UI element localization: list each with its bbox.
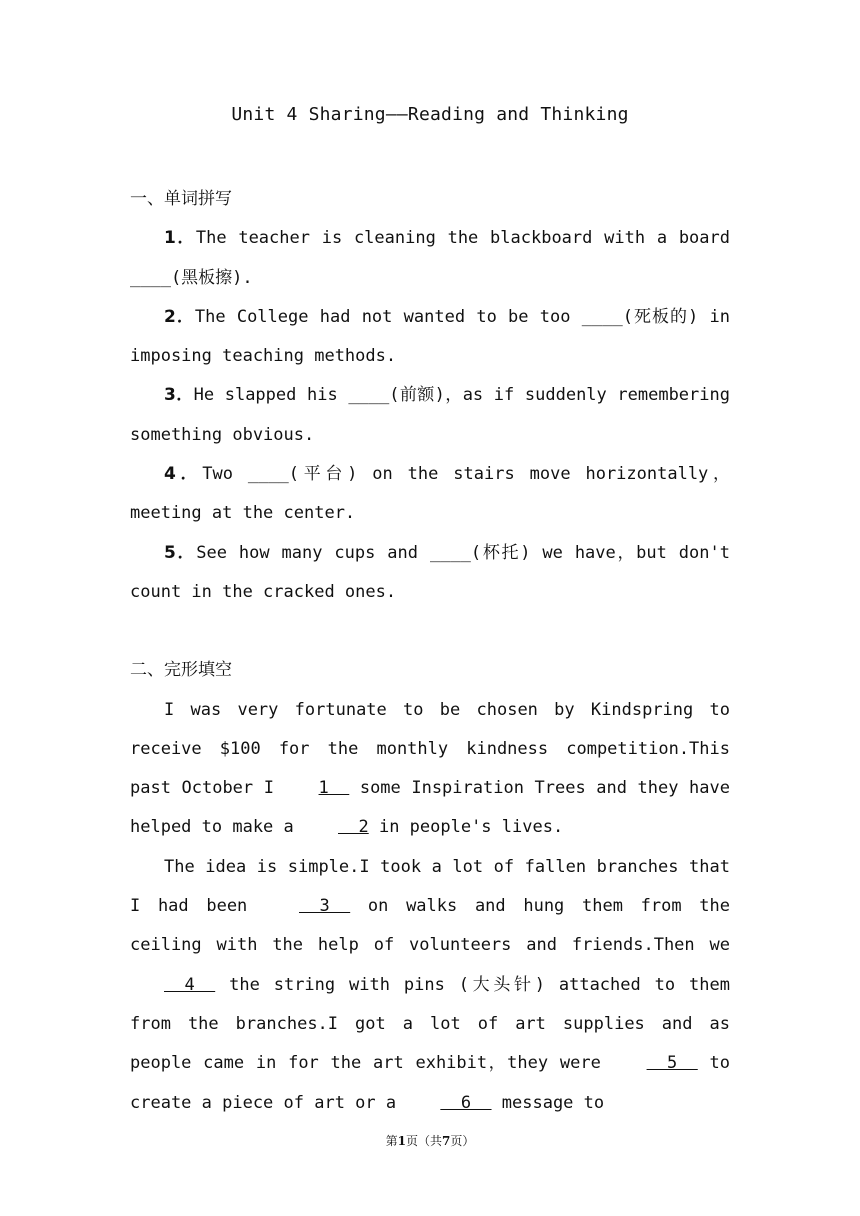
passage-text: on walks and hung them from the ceiling with the help of volunteers and friends.Then we [130, 896, 730, 956]
passage-text: to create a piece of art or a [130, 1053, 730, 1113]
cloze-blank-3: 3 [299, 896, 351, 917]
spelling-item-3 [130, 376, 730, 455]
passage-text: in people's lives. [368, 817, 564, 838]
item-text: The teacher is cleaning the blackboard with a board ____(黑板擦). [130, 228, 730, 288]
cloze-blank-6: 6 [440, 1092, 492, 1113]
item-number: 4． [164, 464, 203, 485]
cloze-blank-5: 5 [646, 1053, 698, 1074]
cloze-blank-4: 4 [164, 974, 216, 995]
item-number: 3． [164, 385, 194, 406]
cloze-paragraph-2 [130, 848, 730, 1123]
cloze-blank-2: 2 [338, 817, 369, 838]
passage-text: some Inspiration Trees and they have helped to make a [130, 778, 730, 838]
passage-text: I was very fortunate to be chosen by Kindspring to receive $100 for the monthly kindness competition.This past October I [130, 699, 730, 799]
page-footer [0, 1132, 860, 1149]
spelling-item-1 [130, 219, 730, 298]
item-text: Two ____(平台) on the stairs move horizontally，meeting at the center. [130, 464, 730, 524]
page-number: 1 [397, 1134, 406, 1148]
section-heading-spelling: 一、单词拼写 [130, 189, 232, 209]
passage-text: The idea is simple.I took a lot of fallen branches that I had been [130, 856, 730, 917]
section-heading-cloze: 二、完形填空 [130, 660, 232, 681]
item-number: 5． [164, 542, 197, 563]
total-pages: 7 [442, 1134, 451, 1148]
footer-text: 页（共 [405, 1134, 442, 1148]
spelling-item-4 [130, 455, 730, 534]
spelling-item-5 [130, 534, 730, 613]
item-text: See how many cups and ____(杯托) we have，but don't count in the cracked ones. [130, 542, 730, 602]
item-text: He slapped his ____(前额)，as if suddenly remembering something obvious. [130, 385, 730, 445]
footer-text: 页） [450, 1134, 475, 1148]
document-title: Unit 4 Sharing——Reading and Thinking [231, 104, 629, 125]
cloze-paragraph-1 [130, 691, 730, 848]
item-number: 1． [164, 228, 196, 249]
passage-text: the string with pins (大头针) attached to them from the branches.I got a lot of art supplies and as people came in for the art exhibit，they were [130, 974, 730, 1074]
item-number: 2． [164, 306, 195, 327]
spelling-item-2 [130, 298, 730, 377]
item-text: The College had not wanted to be too ____(死板的) in imposing teaching methods. [130, 306, 730, 367]
cloze-blank-1: 1 [318, 778, 350, 799]
passage-text: message to [491, 1092, 605, 1113]
footer-text: 第 [385, 1134, 398, 1148]
document-body [130, 180, 730, 1123]
